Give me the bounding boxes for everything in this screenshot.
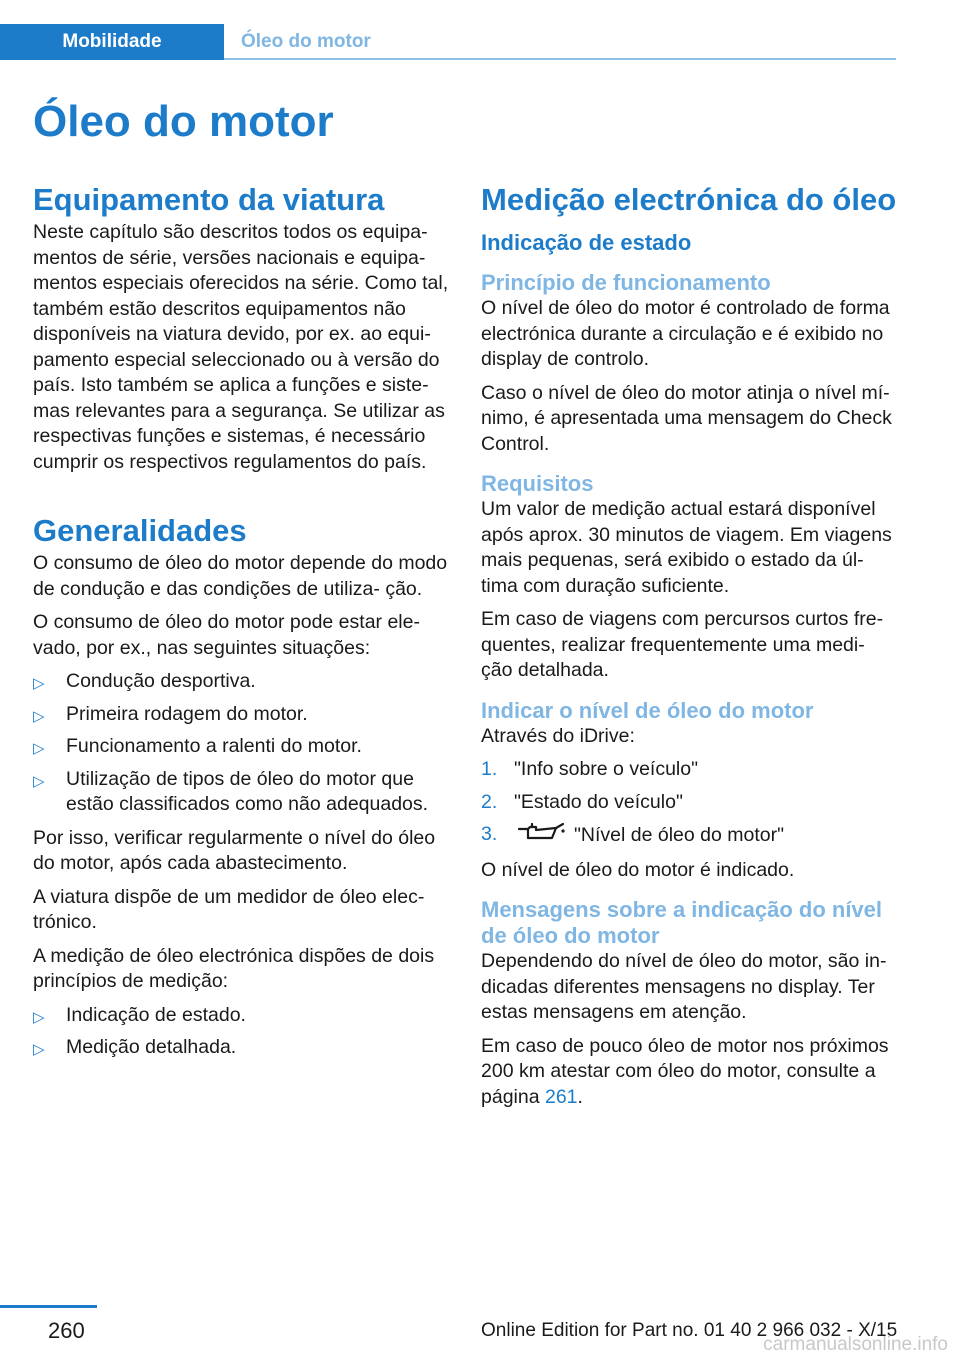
section-tab-oleo-do-motor[interactable]: Óleo do motor <box>241 31 371 52</box>
list-item: ▷ Funcionamento a ralenti do motor. <box>33 734 449 760</box>
paragraph-requisitos-1: Um valor de medição actual estará disponível após aprox. 30 minutos de viagem. Em viagens mais pequenas, será exibido o estado da úl‐ tima com duração suficiente. <box>481 498 892 597</box>
step-number: 1. <box>481 758 498 780</box>
paragraph-requisitos-2: Em caso de viagens com percursos curtos fre‐ quentes, realizar frequentemente uma medi‐ ção detalhada. <box>481 608 884 681</box>
paragraph-idrive: Através do iDrive: <box>481 724 635 747</box>
paragraph-mensagens-1: Dependendo do nível de óleo do motor, são in‐ dicadas diferentes mensagens no display. Ter estas mensagens em atenção. <box>481 950 887 1023</box>
footer-rule <box>0 1305 97 1308</box>
heading-requisitos: Requisitos <box>481 471 594 496</box>
right-column <box>481 180 897 1118</box>
list-item: ▷ Condução desportiva. <box>33 669 449 695</box>
list-item <box>481 790 897 816</box>
page-number: 260 <box>48 1318 85 1343</box>
paragraph-verificar: Por isso, verificar regularmente o nível do óleo do motor, após cada abastecimento. <box>33 826 436 874</box>
footer-edition: Online Edition for Part no. 01 40 2 966 032 - X/15 <box>481 1320 898 1341</box>
heading-principio: Princípio de funcionamento <box>481 270 771 295</box>
triangle-right-icon: ▷ <box>33 675 45 692</box>
section-title-equipamento: Equipamento da viatura <box>33 182 385 217</box>
list-item: ▷ Primeira rodagem do motor. <box>33 702 449 728</box>
paragraph-principios: A medição de óleo electrónica dispões de dois princípios de medição: <box>33 944 435 992</box>
triangle-right-icon: ▷ <box>33 1041 45 1058</box>
paragraph-medidor: A viatura dispõe de um medidor de óleo elec‐ trónico. <box>33 885 425 933</box>
step-number: 3. <box>481 823 498 845</box>
list-item: ▷ Indicação de estado. <box>33 1003 449 1029</box>
paragraph-nivel-minimo: Caso o nível de óleo do motor atinja o nível mí‐ nimo, é apresentada uma mensagem do Check Control. <box>481 381 892 455</box>
paragraph-nivel-indicado: O nível de óleo do motor é indicado. <box>481 858 795 881</box>
left-column <box>33 180 449 1069</box>
heading-indicar-nivel: Indicar o nível de óleo do motor <box>481 697 814 723</box>
heading-mensagens: Mensagens sobre a indicação do nível de óleo do motor <box>481 897 883 948</box>
section-title-medicao: Medição electrónica do óleo <box>481 182 897 217</box>
triangle-right-icon: ▷ <box>33 707 45 725</box>
list-item: ▷ Medição detalhada. <box>33 1035 449 1061</box>
step-text: "Nível de óleo do motor" <box>574 823 785 846</box>
page-reference-link[interactable]: 261 <box>544 1085 578 1108</box>
section-tab-mobilidade[interactable]: Mobilidade <box>0 24 224 60</box>
list-item <box>481 757 897 783</box>
header-rule <box>224 58 896 60</box>
paragraph-consumo: O consumo de óleo do motor depende do modo de condução e das condições de utiliza‐ ção. <box>33 552 448 600</box>
step-number: 2. <box>481 790 498 813</box>
list-item <box>481 822 897 850</box>
header-bar <box>0 24 896 60</box>
paragraph-principio: O nível de óleo do motor é controlado de forma electrónica durante a circulação e é exibido no display de controlo. <box>481 297 890 370</box>
paragraph-consumo-elevado: O consumo de óleo do motor pode estar ele‐ vado, por ex., nas seguintes situações: <box>33 611 420 659</box>
bullet-list-principios <box>33 1003 449 1061</box>
bullet-list-situacoes <box>33 669 449 818</box>
subsection-title-indicacao: Indicação de estado <box>481 230 692 255</box>
section-title-generalidades: Generalidades <box>33 513 247 548</box>
paragraph-equipamento: Neste capítulo são descritos todos os equipa‐ mentos de série, versões nacionais e equipa‐ mentos especiais oferecidos na série. Como tal, também estão descritos equipamentos não disponíveis na viatura devido, por ex. ao equi‐ pamento especial seleccionado ou à versão do país. Isto também se aplica a funções e siste‐ mas relevantes para a segurança. Se utilizar as respectivas funções e sistemas, é necessário cumprir os respectivos regulamentos do país. <box>33 221 449 473</box>
watermark: carmanualsonline.info <box>763 1334 948 1355</box>
paragraph-mensagens-2: Em caso de pouco óleo de motor nos próximos 200 km atestar com óleo do motor, consulte a página 261. <box>481 1034 889 1108</box>
oil-can-icon <box>516 822 566 850</box>
triangle-right-icon: ▷ <box>33 740 45 757</box>
page-title: Óleo do motor <box>33 97 334 146</box>
list-item: ▷ Utilização de tipos de óleo do motor que estão classificados como não adequados. <box>33 767 429 815</box>
step-list <box>481 757 897 850</box>
step-text: "Info sobre o veículo" <box>514 758 699 780</box>
triangle-right-icon: ▷ <box>33 772 45 790</box>
triangle-right-icon: ▷ <box>33 1008 45 1026</box>
step-text: "Estado do veículo" <box>514 790 683 813</box>
